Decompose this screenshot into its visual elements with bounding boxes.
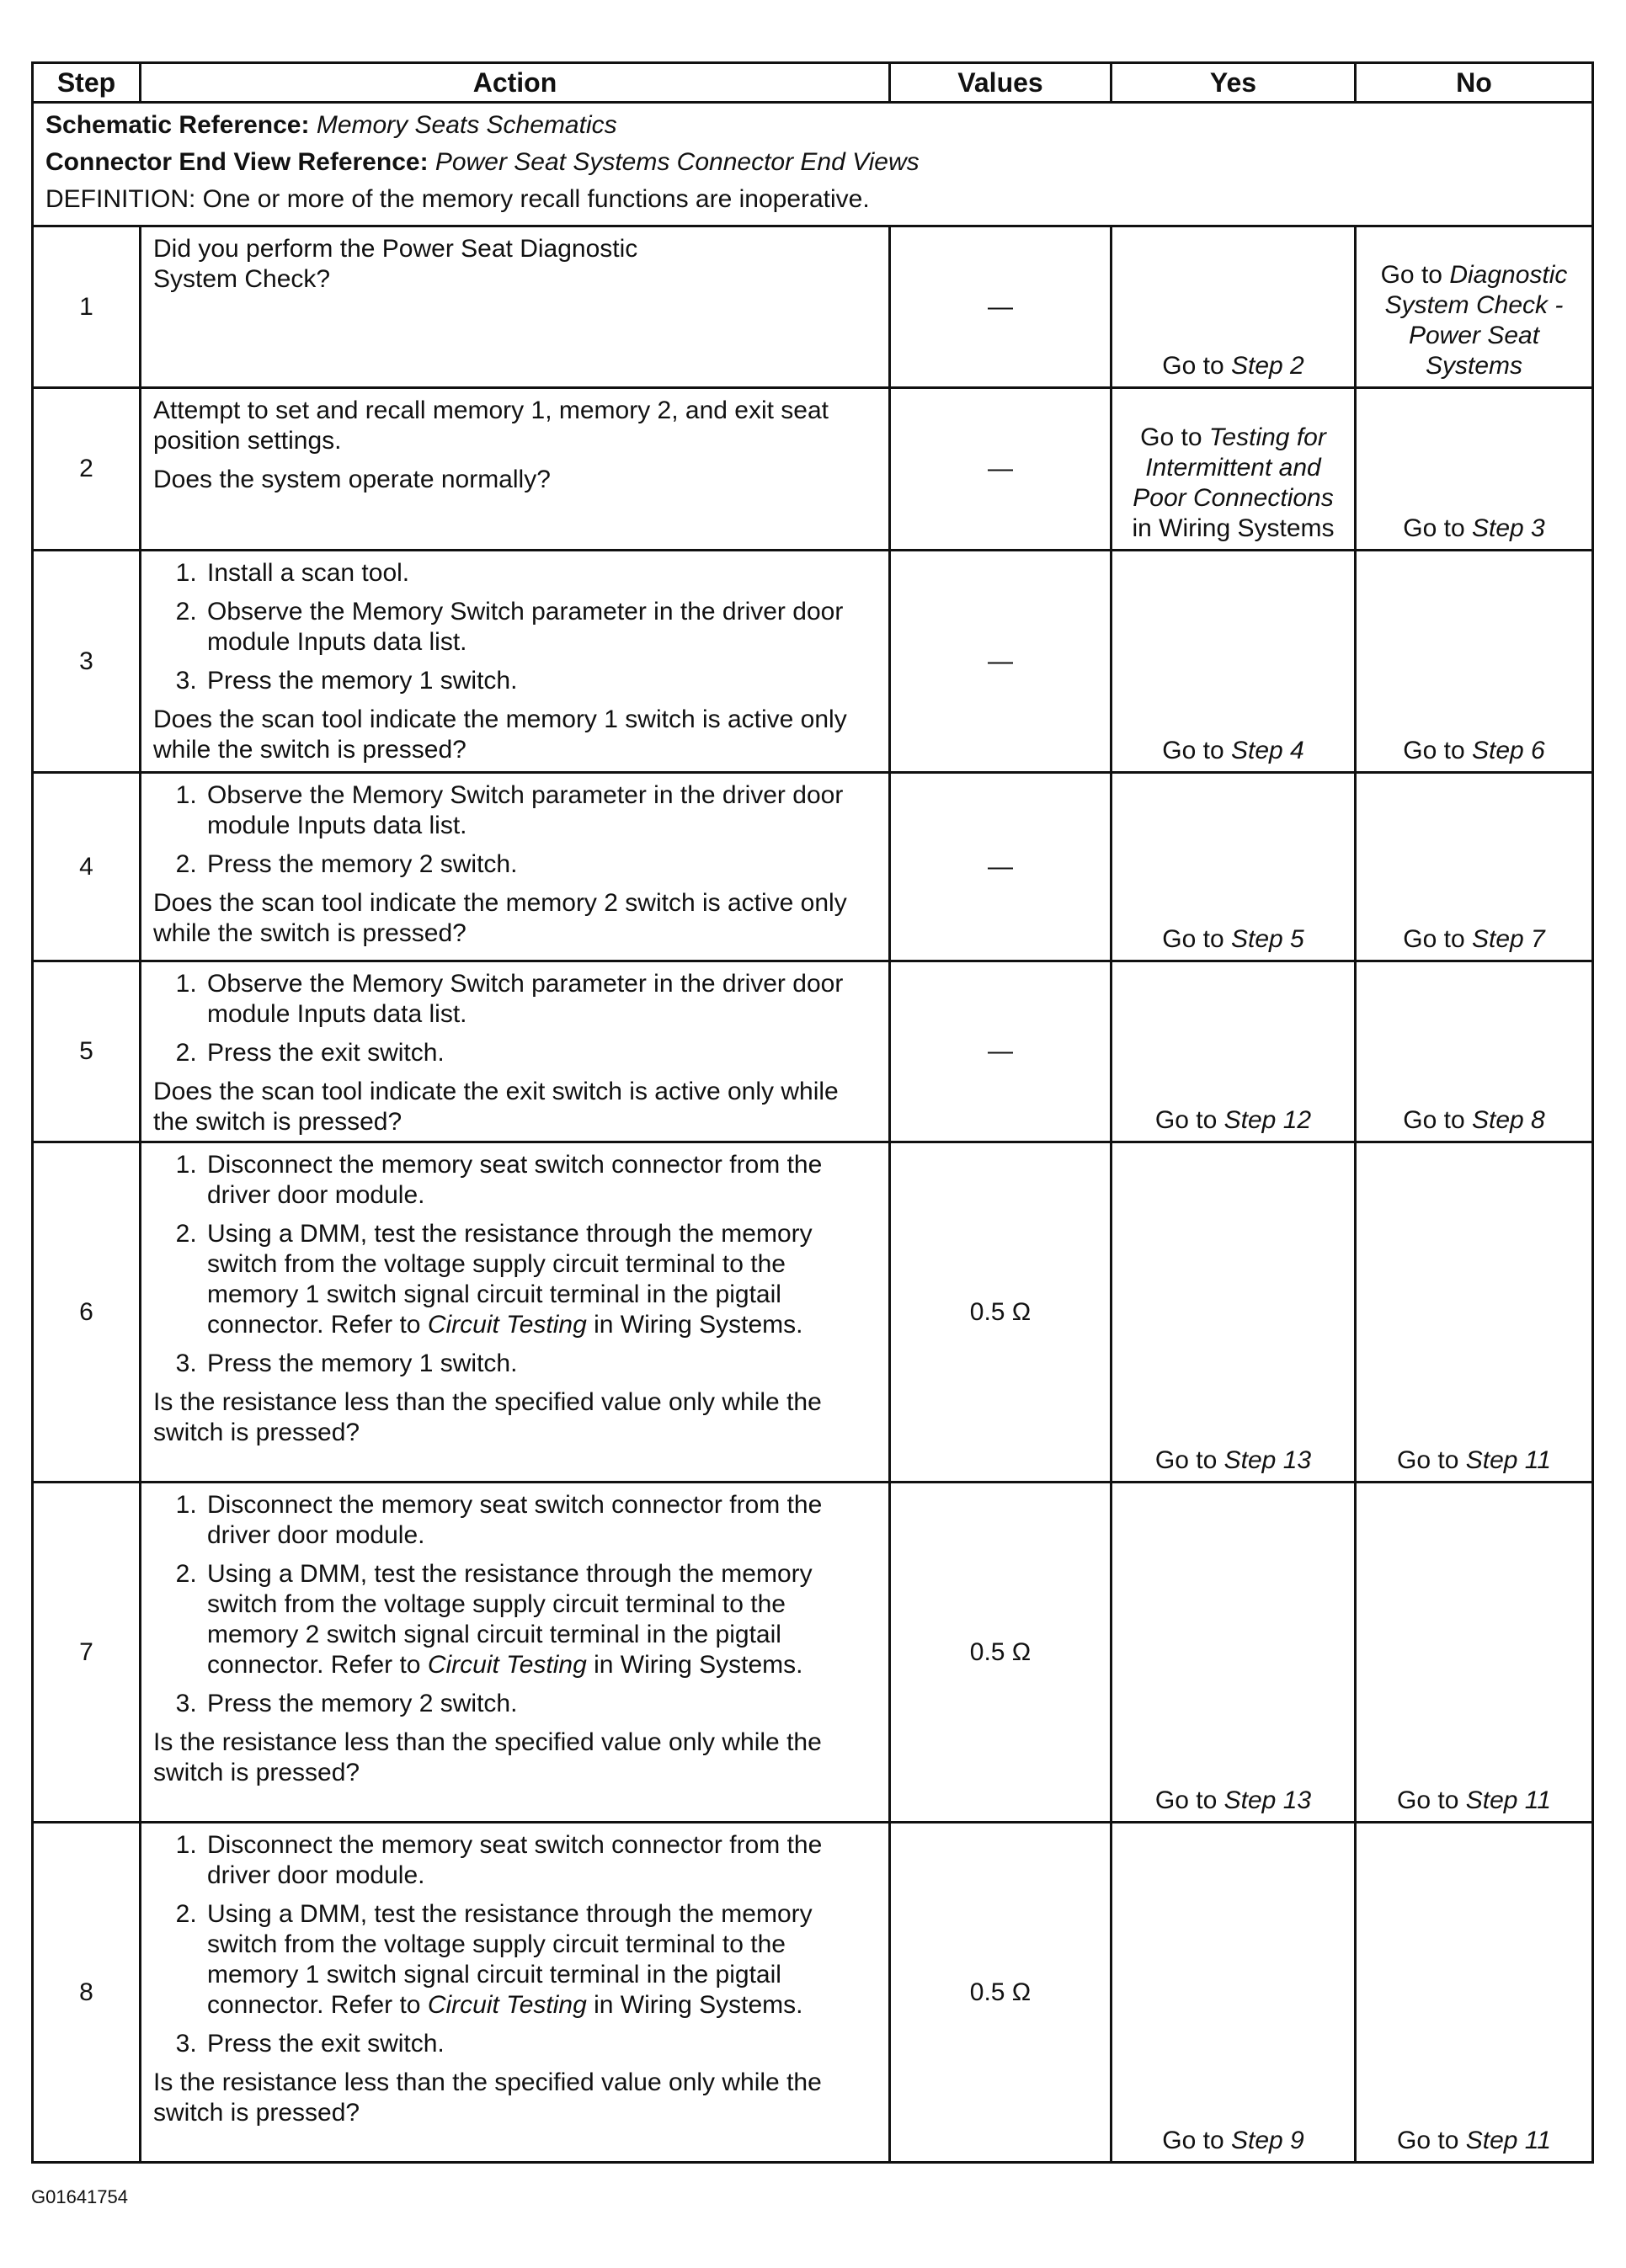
- action-steps: [153, 1150, 877, 1379]
- list-item: 2. Press the memory 2 switch.: [204, 849, 877, 880]
- step-number: 5: [33, 961, 141, 1142]
- no-cell: Go to Step 11: [1356, 1483, 1593, 1823]
- header-no: No: [1356, 63, 1593, 103]
- list-item: 2. Using a DMM, test the resistance through the memory switch from the voltage supply circuit terminal to the memory 2 switch signal circuit terminal in the pigtail connector. Refer to Circuit Testing in Wiring Systems.: [204, 1559, 877, 1680]
- step-number: 1: [33, 226, 141, 388]
- action-question: Is the resistance less than the specified value only while the switch is pressed?: [153, 2068, 822, 2127]
- table-row: [33, 551, 1593, 773]
- action-question: Does the system operate normally?: [153, 466, 551, 493]
- list-item: 1. Observe the Memory Switch parameter in the driver door module Inputs data list.: [204, 780, 877, 841]
- diagnostic-sheet: [31, 61, 1591, 2164]
- step-number: 3: [33, 551, 141, 773]
- figure-id: G01641754: [31, 2186, 128, 2207]
- value-cell: 0.5 Ω: [890, 1823, 1112, 2163]
- schematic-reference: Schematic Reference: Memory Seats Schematics: [45, 111, 617, 139]
- list-item: 3. Press the memory 1 switch.: [204, 666, 877, 696]
- list-item: 3. Press the memory 1 switch.: [204, 1349, 877, 1379]
- value-cell: —: [890, 961, 1112, 1142]
- header-yes: Yes: [1112, 63, 1356, 103]
- action-question: Does the scan tool indicate the memory 2 switch is active only while the switch is pressed?: [153, 889, 847, 947]
- yes-cell: Go to Step 4: [1112, 551, 1356, 773]
- value-cell: —: [890, 551, 1112, 773]
- table-row: [33, 1823, 1593, 2163]
- action-steps: [153, 558, 877, 696]
- list-item: 1. Disconnect the memory seat switch connector from the driver door module.: [204, 1830, 877, 1891]
- yes-cell: Go to Step 9: [1112, 1823, 1356, 2163]
- action-steps: [153, 780, 877, 880]
- yes-cell: Go to Step 13: [1112, 1142, 1356, 1483]
- connector-reference: Connector End View Reference: Power Seat Systems Connector End Views: [45, 148, 920, 176]
- header-values: Values: [890, 63, 1112, 103]
- value-cell: 0.5 Ω: [890, 1483, 1112, 1823]
- action-question: Is the resistance less than the specified value only while the switch is pressed?: [153, 1388, 822, 1446]
- no-cell: Go to Step 6: [1356, 551, 1593, 773]
- action-cell: [141, 1483, 890, 1823]
- diagnostic-table: [31, 61, 1594, 2164]
- no-cell: Go to Step 8: [1356, 961, 1593, 1142]
- list-item: 1. Disconnect the memory seat switch connector from the driver door module.: [204, 1150, 877, 1211]
- yes-cell: Go to Step 12: [1112, 961, 1356, 1142]
- action-question: Is the resistance less than the specified value only while the switch is pressed?: [153, 1728, 822, 1786]
- table-row: [33, 773, 1593, 961]
- step-number: 2: [33, 388, 141, 551]
- no-cell: Go to Diagnostic System Check - Power Seat Systems: [1356, 226, 1593, 388]
- yes-cell: Go to Step 13: [1112, 1483, 1356, 1823]
- step-number: 4: [33, 773, 141, 961]
- header-step: Step: [33, 63, 141, 103]
- no-cell: Go to Step 11: [1356, 1142, 1593, 1483]
- table-row: [33, 226, 1593, 388]
- list-item: 2. Press the exit switch.: [204, 1038, 877, 1068]
- yes-cell: Go to Step 2: [1112, 226, 1356, 388]
- list-item: 1. Observe the Memory Switch parameter in the driver door module Inputs data list.: [204, 969, 877, 1030]
- table-row: [33, 961, 1593, 1142]
- action-text: Did you perform the Power Seat Diagnostic System Check?: [153, 235, 638, 293]
- action-cell: [141, 961, 890, 1142]
- step-number: 6: [33, 1142, 141, 1483]
- list-item: 2. Observe the Memory Switch parameter in the driver door module Inputs data list.: [204, 597, 877, 658]
- list-item: 2. Using a DMM, test the resistance through the memory switch from the voltage supply circuit terminal to the memory 1 switch signal circuit terminal in the pigtail connector. Refer to Circuit Testing in Wiring Systems.: [204, 1899, 877, 2020]
- action-steps: [153, 1490, 877, 1719]
- yes-cell: Go to Step 5: [1112, 773, 1356, 961]
- action-question: Does the scan tool indicate the exit switch is active only while the switch is pressed?: [153, 1078, 839, 1136]
- action-cell: [141, 1823, 890, 2163]
- list-item: 2. Using a DMM, test the resistance through the memory switch from the voltage supply circuit terminal to the memory 1 switch signal circuit terminal in the pigtail connector. Refer to Circuit Testing in Wiring Systems.: [204, 1219, 877, 1340]
- header-row: [33, 63, 1593, 103]
- list-item: 3. Press the memory 2 switch.: [204, 1689, 877, 1719]
- action-steps: [153, 969, 877, 1068]
- definition: DEFINITION: One or more of the memory recall functions are inoperative.: [45, 185, 870, 213]
- no-cell: Go to Step 3: [1356, 388, 1593, 551]
- action-text: Attempt to set and recall memory 1, memory 2, and exit seat position settings.: [153, 397, 829, 455]
- value-cell: —: [890, 773, 1112, 961]
- yes-cell: Go to Testing for Intermittent and Poor Connections in Wiring Systems: [1112, 388, 1356, 551]
- no-cell: Go to Step 7: [1356, 773, 1593, 961]
- list-item: 1. Disconnect the memory seat switch connector from the driver door module.: [204, 1490, 877, 1551]
- header-action: Action: [141, 63, 890, 103]
- list-item: 1. Install a scan tool.: [204, 558, 877, 588]
- reference-cell: [33, 103, 1593, 226]
- value-cell: 0.5 Ω: [890, 1142, 1112, 1483]
- value-cell: —: [890, 226, 1112, 388]
- action-cell: [141, 773, 890, 961]
- action-steps: [153, 1830, 877, 2059]
- action-cell: [141, 226, 890, 388]
- table-row: [33, 388, 1593, 551]
- action-question: Does the scan tool indicate the memory 1 switch is active only while the switch is pressed?: [153, 705, 847, 764]
- step-number: 7: [33, 1483, 141, 1823]
- action-cell: [141, 388, 890, 551]
- table-row: [33, 1142, 1593, 1483]
- step-number: 8: [33, 1823, 141, 2163]
- action-cell: [141, 1142, 890, 1483]
- value-cell: —: [890, 388, 1112, 551]
- action-cell: [141, 551, 890, 773]
- list-item: 3. Press the exit switch.: [204, 2029, 877, 2059]
- table-row: [33, 1483, 1593, 1823]
- reference-row: [33, 103, 1593, 226]
- no-cell: Go to Step 11: [1356, 1823, 1593, 2163]
